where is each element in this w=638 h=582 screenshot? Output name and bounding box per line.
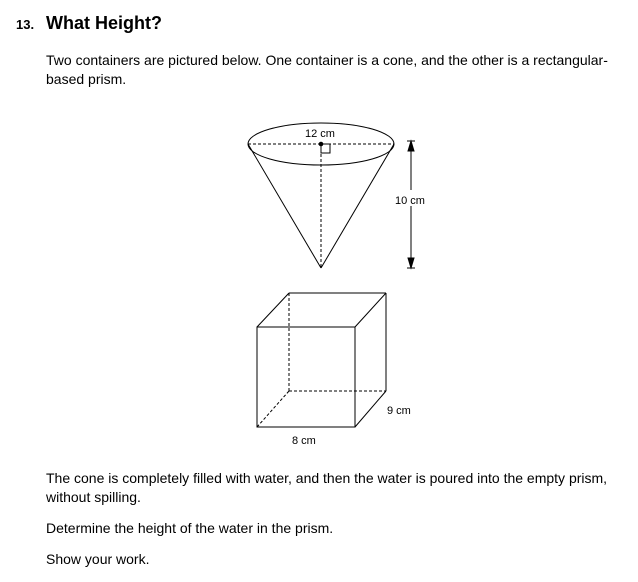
prism-hidden-left-bottom [257,391,289,427]
task-text: Determine the height of the water in the prism. [46,520,334,536]
prism-bottom-right-edge [355,391,386,427]
prism-diagram [257,293,386,427]
height-arrow-bottom [408,258,414,268]
prism-top-left-edge [257,293,289,327]
prism-front-face [257,327,355,427]
intro-text: Two containers are pictured below. One container is a cone, and the other is a rectangular-based prism. [46,52,608,87]
prism-depth-label: 9 cm [387,405,411,417]
prism-width-label: 8 cm [292,435,316,447]
height-arrow-top [408,141,414,151]
instruction-text: Show your work. [46,551,150,567]
cone-height-label: 10 cm [395,195,425,207]
cone-diameter-label: 12 cm [305,128,335,140]
body-text: The cone is completely filled with water, and then the water is poured into the empty prism, without spilling. [46,470,608,505]
cone-diagram [248,123,415,268]
question-title: What Height? [46,13,162,33]
cone-center-point [319,142,324,147]
question-number: 13. [16,17,35,32]
prism-top-right-edge [355,293,386,327]
